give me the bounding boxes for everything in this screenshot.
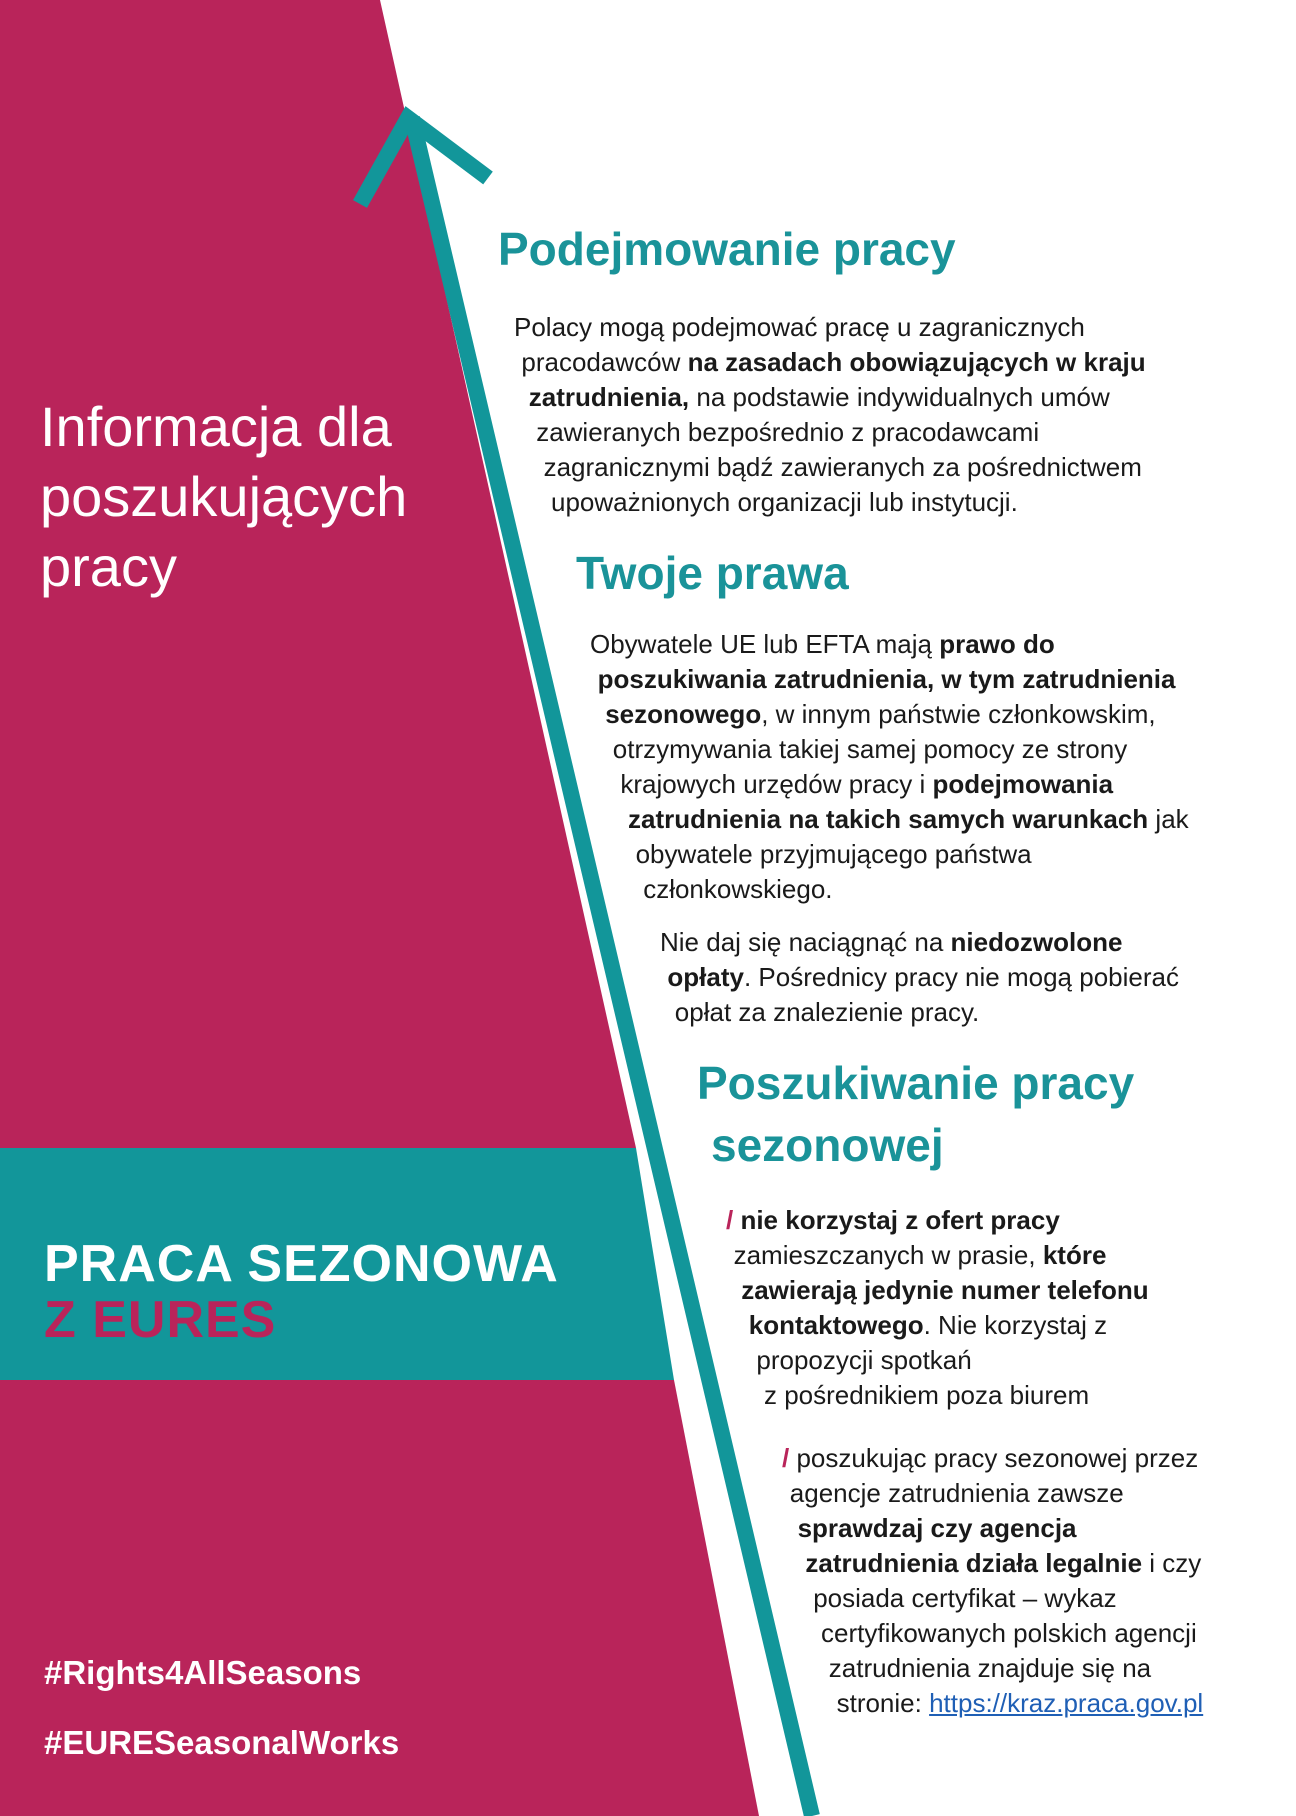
sidebar-title-line: pracy xyxy=(40,535,177,598)
paragraph-line xyxy=(782,1546,1203,1581)
text-segment: i czy xyxy=(1142,1548,1202,1578)
section3-heading-line1: Poszukiwanie pracy xyxy=(697,1057,1135,1109)
text-segment: z pośrednikiem poza biurem xyxy=(764,1380,1090,1410)
section3-bullet1 xyxy=(726,1203,1149,1413)
text-segment: agencje zatrudnienia zawsze xyxy=(789,1478,1124,1508)
text-segment: otrzymywania takiej samej pomocy ze strony xyxy=(612,734,1128,764)
text-segment: na podstawie indywidualnych umów xyxy=(689,382,1110,412)
text-segment: Obywatele UE lub EFTA mają xyxy=(590,629,940,659)
paragraph-line xyxy=(782,1616,1203,1651)
paragraph-line xyxy=(514,380,1146,415)
section2-paragraph1 xyxy=(590,627,1189,907)
paragraph-line xyxy=(726,1308,1149,1343)
bullet-slash: / xyxy=(726,1205,741,1235)
text-segment: opłat za znalezienie pracy. xyxy=(674,997,980,1027)
text-segment: członkowskiego. xyxy=(643,874,833,904)
paragraph-line xyxy=(590,732,1189,767)
banner-title-line2: Z EURES xyxy=(44,1291,277,1349)
text-segment: , w innym państwie członkowskim, xyxy=(761,699,1156,729)
paragraph-line xyxy=(514,415,1146,450)
bold-text: podejmowania xyxy=(932,769,1114,799)
bold-text: prawo do xyxy=(939,629,1055,659)
paragraph-line xyxy=(726,1203,1149,1238)
paragraph-line xyxy=(782,1581,1203,1616)
bold-text: nie korzystaj z ofert pracy xyxy=(740,1205,1060,1235)
text-segment: zagranicznymi bądź zawieranych za pośrednictwem xyxy=(543,452,1142,482)
bold-text: opłaty xyxy=(667,962,744,992)
paragraph-line xyxy=(782,1441,1203,1476)
bold-text: które xyxy=(1042,1240,1107,1270)
bold-text: zatrudnienia działa legalnie xyxy=(805,1548,1143,1578)
paragraph-line xyxy=(514,345,1146,380)
paragraph-line xyxy=(514,485,1146,520)
paragraph-line xyxy=(726,1378,1149,1413)
paragraph-line xyxy=(590,627,1189,662)
bold-text: kontaktowego xyxy=(748,1310,924,1340)
paragraph-line xyxy=(782,1686,1203,1721)
section2-paragraph2 xyxy=(660,925,1179,1030)
paragraph-line xyxy=(660,925,1179,960)
paragraph-line xyxy=(590,872,1189,907)
sidebar-title-line: Informacja dla xyxy=(40,395,392,458)
paragraph-line xyxy=(590,662,1189,697)
section2-heading: Twoje prawa xyxy=(576,547,849,599)
text-segment: obywatele przyjmującego państwa xyxy=(635,839,1032,869)
bold-text: zatrudnienia, xyxy=(528,382,690,412)
text-segment: jak xyxy=(1148,804,1189,834)
paragraph-line xyxy=(726,1238,1149,1273)
banner-title-line1: PRACA SEZONOWA xyxy=(44,1235,559,1293)
text-segment: . Nie korzystaj z xyxy=(923,1310,1108,1340)
sidebar-title-line: poszukujących xyxy=(40,465,408,528)
text-segment: certyfikowanych polskich agencji xyxy=(821,1618,1197,1648)
text-segment: posiada certyfikat – wykaz xyxy=(813,1583,1117,1613)
paragraph-line xyxy=(590,802,1189,837)
section3-bullet2 xyxy=(782,1441,1203,1721)
paragraph-line xyxy=(590,697,1189,732)
text-segment: Nie daj się naciągnąć na xyxy=(660,927,951,957)
bold-text: poszukiwania zatrudnienia, w tym zatrudnienia xyxy=(597,664,1176,694)
paragraph-line xyxy=(590,837,1189,872)
paragraph-line xyxy=(782,1511,1203,1546)
paragraph-line xyxy=(590,767,1189,802)
text-segment: zawieranych bezpośrednio z pracodawcami xyxy=(536,417,1040,447)
paragraph-line xyxy=(782,1651,1203,1686)
hashtag-euresseasonalworks[interactable]: #EURESeasonalWorks xyxy=(44,1724,400,1761)
section3-heading-line2: sezonowej xyxy=(711,1119,944,1171)
section1-paragraph xyxy=(514,310,1146,520)
text-segment: Polacy mogą podejmować pracę u zagranicznych xyxy=(514,312,1085,342)
text-segment: propozycji spotkań xyxy=(756,1345,972,1375)
text-segment: zatrudnienia znajduje się na xyxy=(828,1653,1152,1683)
text-segment: krajowych urzędów pracy i xyxy=(620,769,933,799)
paragraph-line xyxy=(514,450,1146,485)
sidebar-title xyxy=(40,392,420,602)
bold-text: zawierają jedynie numer telefonu xyxy=(741,1275,1149,1305)
paragraph-line xyxy=(726,1273,1149,1308)
bullet-slash: / xyxy=(782,1443,797,1473)
banner-title xyxy=(44,1236,624,1348)
paragraph-line xyxy=(514,310,1146,345)
paragraph-line xyxy=(782,1476,1203,1511)
bold-text: sezonowego xyxy=(605,699,762,729)
bold-text: zatrudnienia na takich samych warunkach xyxy=(628,804,1149,834)
text-segment: zamieszczanych w prasie, xyxy=(733,1240,1043,1270)
paragraph-line xyxy=(660,960,1179,995)
kraz-link[interactable]: https://kraz.praca.gov.pl xyxy=(929,1688,1204,1718)
text-segment: upoważnionych organizacji lub instytucji. xyxy=(551,487,1018,517)
text-segment: pracodawców xyxy=(521,347,688,377)
text-segment: poszukując pracy sezonowej przez xyxy=(796,1443,1199,1473)
bold-text: sprawdzaj czy agencja xyxy=(797,1513,1077,1543)
bold-text: na zasadach obowiązujących w kraju xyxy=(687,347,1146,377)
text-segment: stronie: xyxy=(836,1688,930,1718)
hashtag-rights4allseasons[interactable]: #Rights4AllSeasons xyxy=(44,1654,362,1691)
paragraph-line xyxy=(726,1343,1149,1378)
paragraph-line xyxy=(660,995,1179,1030)
section1-heading: Podejmowanie pracy xyxy=(498,223,956,275)
text-segment: . Pośrednicy pracy nie mogą pobierać xyxy=(743,962,1179,992)
bold-text: niedozwolone xyxy=(950,927,1123,957)
